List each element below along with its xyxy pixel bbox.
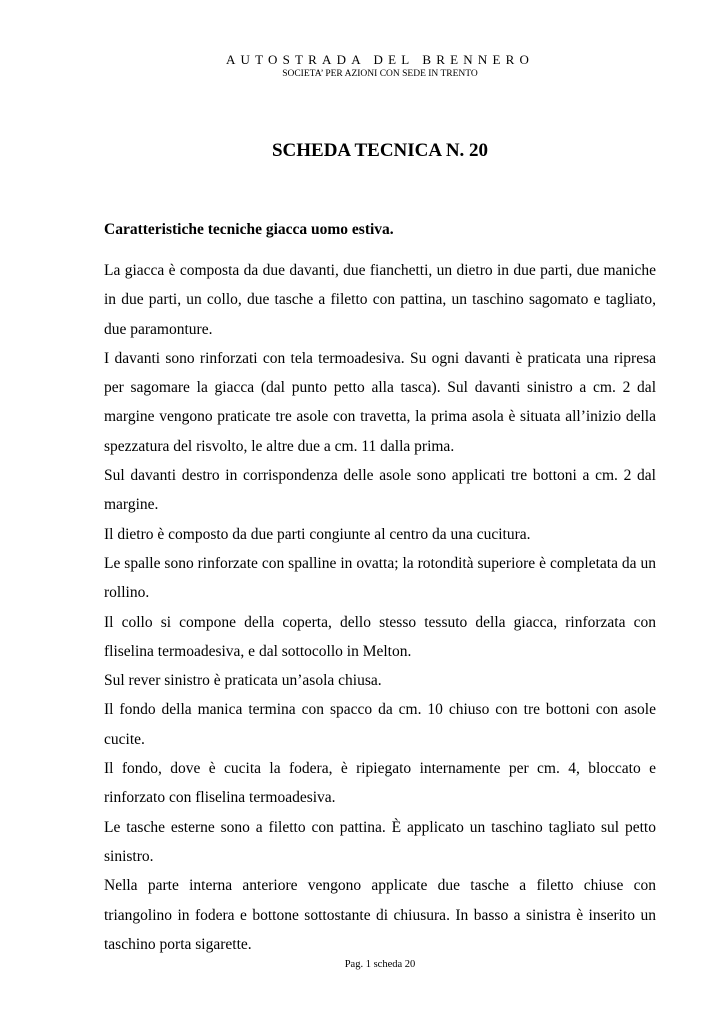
paragraph-composition: La giacca è composta da due davanti, due fianchetti, un dietro in due parti, due maniche in due parti, un collo, due tasche a filetto con pattina, un taschino sagomato e tagliato, due paramonture. [104, 262, 656, 338]
paragraph-inner-pockets: Nella parte interna anteriore vengono applicate due tasche a filetto chiuse con triangolino in fodera e bottone sottostante di chiusura. In basso a sinistra è inserito un taschino porta sigarette. [104, 877, 656, 953]
paragraph-back: Il dietro è composto da due parti congiunte al centro da una cucitura. [104, 525, 531, 543]
paragraph-outer-pockets: Le tasche esterne sono a filetto con pattina. È applicato un taschino tagliato sul petto sinistro. [104, 818, 656, 865]
paragraph-shoulders: Le spalle sono rinforzate con spalline in ovatta; la rotondità superiore è completata da un rollino. [104, 554, 656, 602]
company-subtitle: SOCIETA’ PER AZIONI CON SEDE IN TRENTO [282, 69, 478, 79]
paragraph-sleeve: Il fondo della manica termina con spacco da cm. 10 chiuso con tre bottoni con asole cucite. [104, 701, 656, 748]
section-heading: Caratteristiche tecniche giacca uomo estiva. [104, 221, 394, 238]
document-body [104, 256, 656, 959]
paragraph-collar: Il collo si compone della coperta, dello stesso tessuto della giacca, rinforzata con fliselina termoadesiva, e dal sottocollo in Melton. [104, 613, 656, 660]
paragraph-hem: Il fondo, dove è cucita la fodera, è ripiegato internamente per cm. 4, bloccato e rinforzato con fliselina termoadesiva. [104, 760, 656, 807]
paragraph-right-front-buttons: Sul davanti destro in corrispondenza delle asole sono applicati tre bottoni a cm. 2 dal margine. [104, 467, 656, 514]
page-footer: Pag. 1 scheda 20 [344, 959, 416, 970]
document-title: SCHEDA TECNICA N. 20 [271, 140, 489, 161]
company-name: AUTOSTRADA DEL BRENNERO [225, 52, 535, 67]
paragraph-front-panels: I davanti sono rinforzati con tela termoadesiva. Su ogni davanti è praticata una ripresa per sagomare la giacca (dal punto petto alla tasca). Sul davanti sinistro a cm. 2 dal margine vengono praticate tre asole con travetta, la prima asola è situata all’inizio della spezzatura del risvolto, le altre due a cm. 11 dalla prima. [104, 349, 656, 455]
paragraph-lapel: Sul rever sinistro è praticata un’asola chiusa. [104, 672, 382, 690]
